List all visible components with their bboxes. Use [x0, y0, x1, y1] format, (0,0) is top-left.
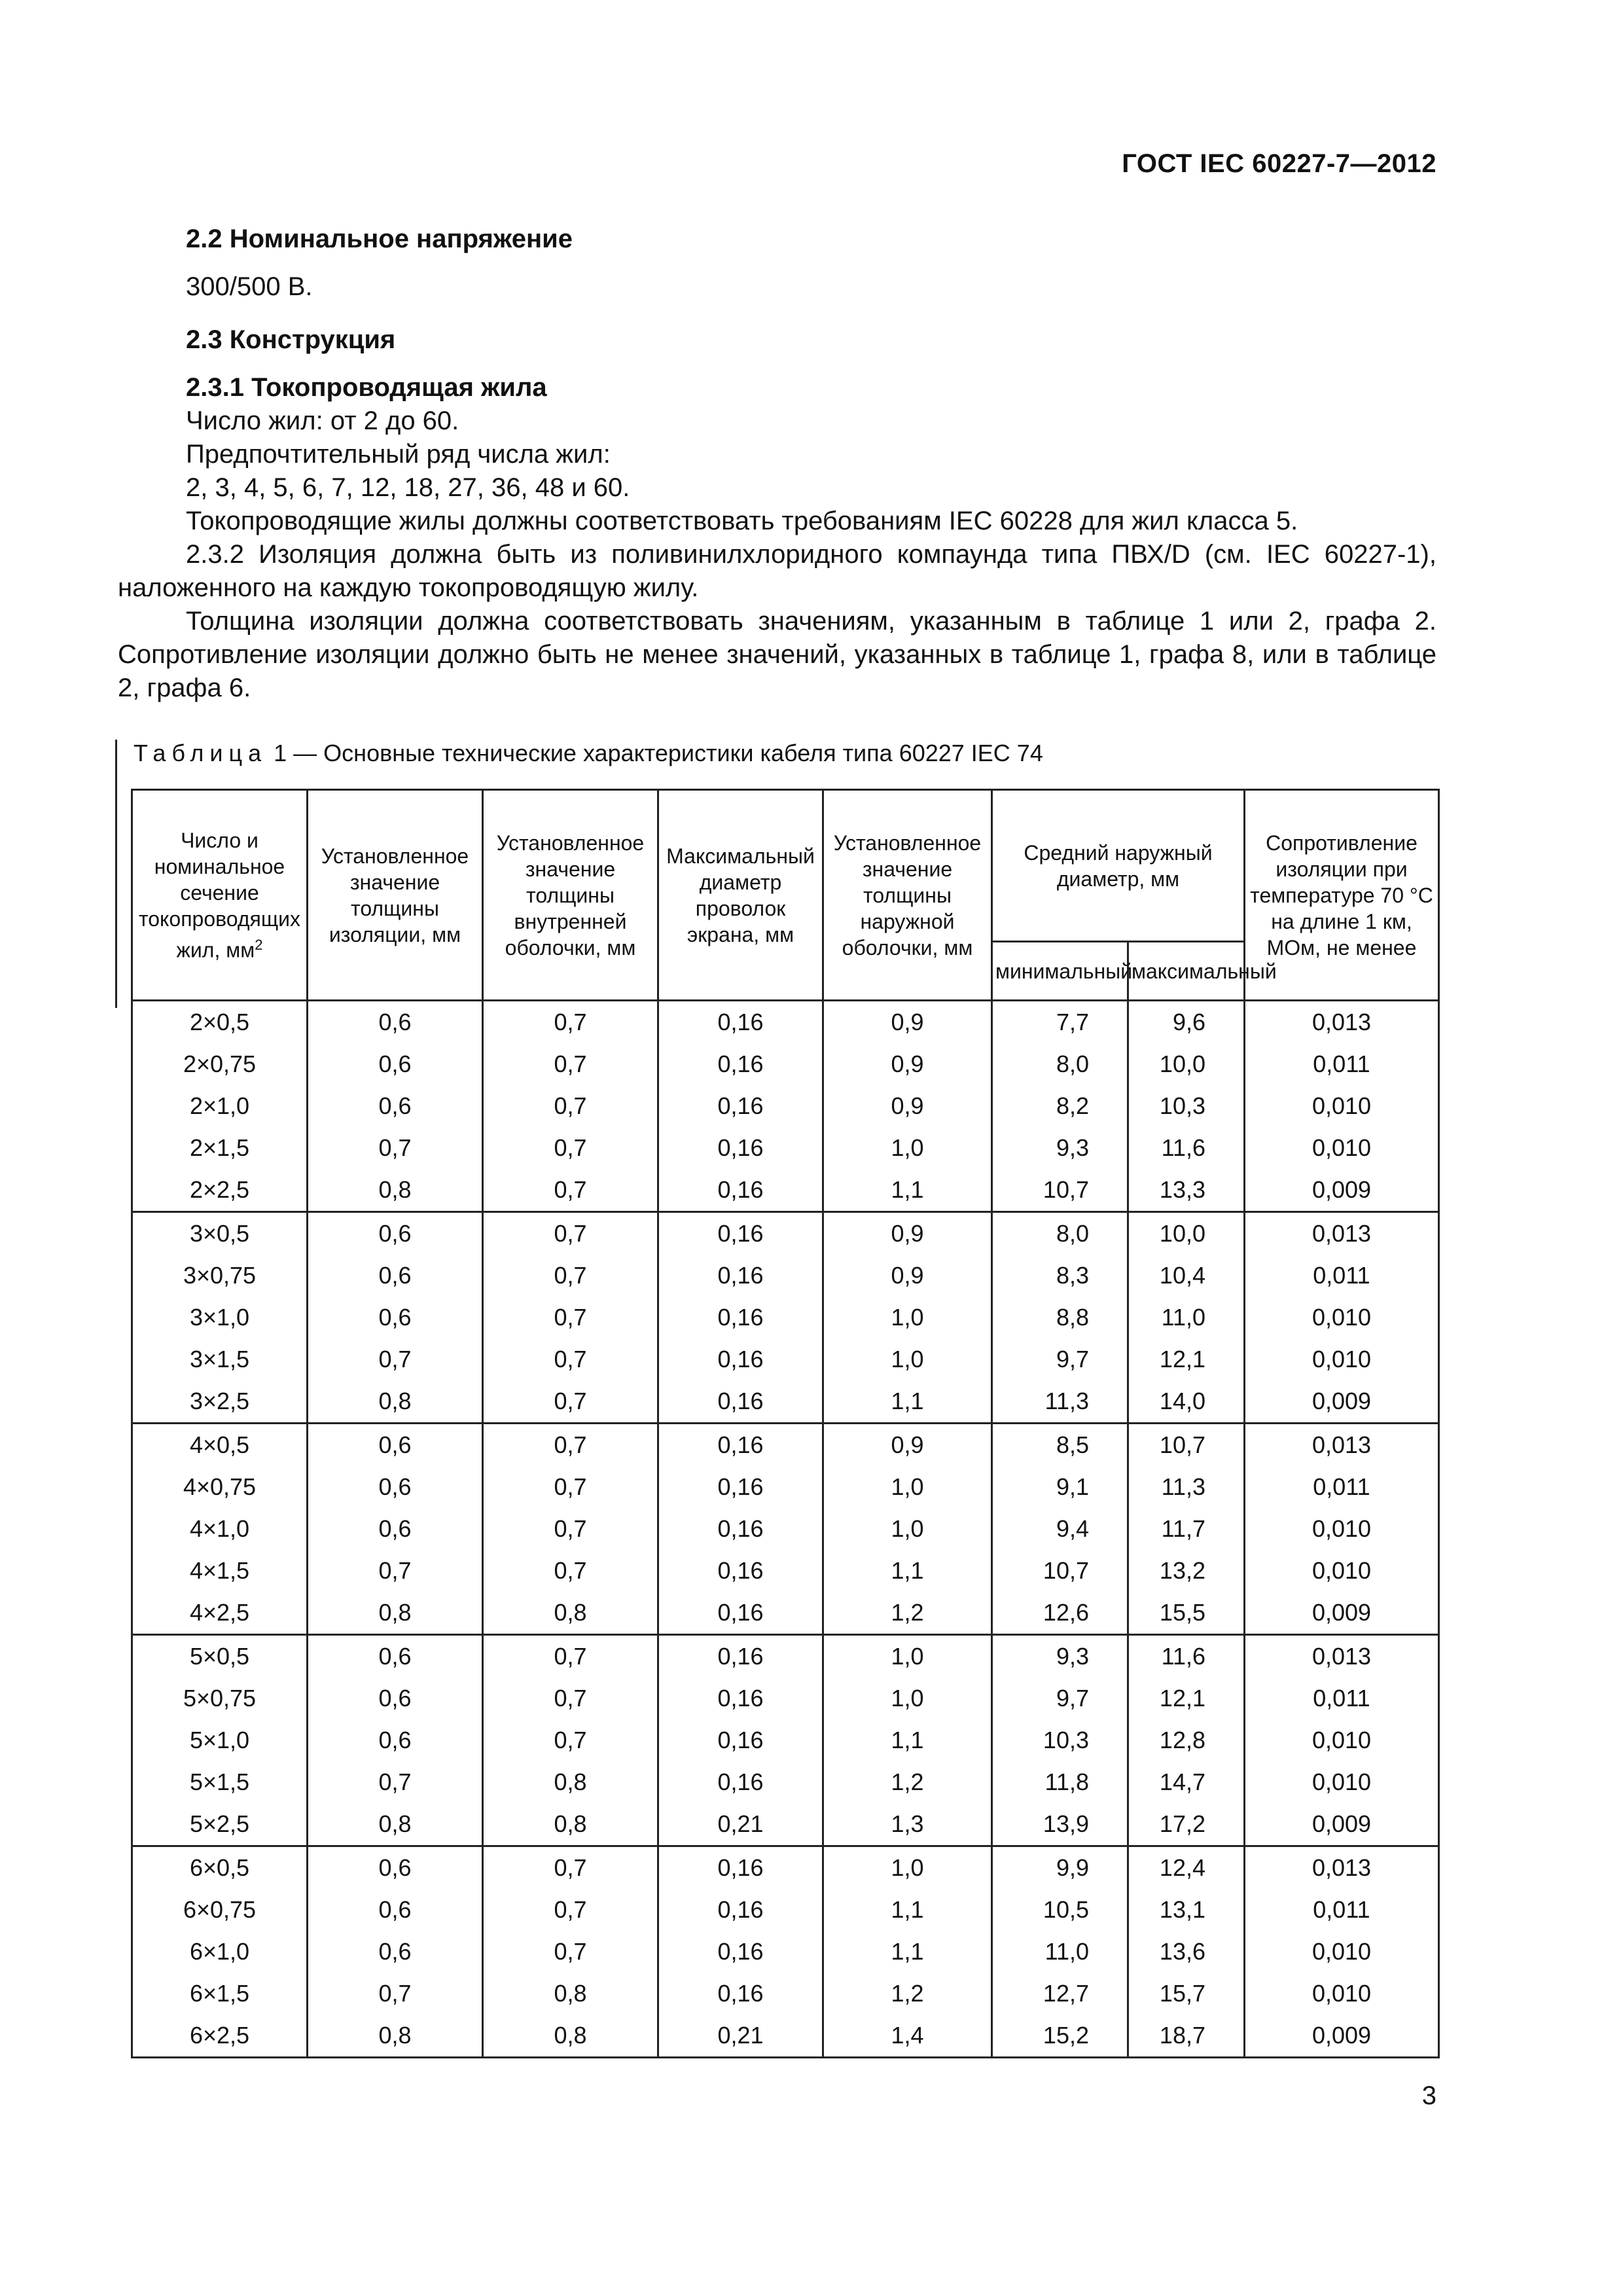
resistance-cell: 0,013 [1245, 1001, 1439, 1044]
outer-sheath-cell: 1,2 [823, 1592, 992, 1635]
table-row [132, 1931, 1439, 1973]
outer-sheath-cell: 1,2 [823, 1973, 992, 2015]
section-2-2-heading: 2.2 Номинальное напряжение [186, 224, 573, 253]
inner-sheath-cell: 0,7 [483, 1846, 658, 1890]
cores-section-cell: 2×0,75 [132, 1043, 308, 1085]
diameter-max-cell: 15,7 [1128, 1973, 1245, 2015]
diameter-min-cell: 9,3 [992, 1635, 1128, 1678]
resistance-cell: 0,010 [1245, 1973, 1439, 2015]
resistance-cell: 0,011 [1245, 1677, 1439, 1719]
header-diameter-max: максимальный [1128, 942, 1245, 1001]
diameter-min-cell: 8,0 [992, 1043, 1128, 1085]
inner-sheath-cell: 0,7 [483, 1085, 658, 1127]
table-caption [134, 740, 1043, 767]
table-row [132, 1169, 1439, 1212]
table-row [132, 1001, 1439, 1044]
cores-section-cell: 2×1,0 [132, 1085, 308, 1127]
cores-section-cell: 6×2,5 [132, 2015, 308, 2058]
header-cores-section: Число и номинальное сечение токопроводящих жил, $мм^2$ [132, 790, 308, 1001]
inner-sheath-cell: 0,8 [483, 1803, 658, 1846]
screen-wire-cell: 0,16 [658, 1931, 823, 1973]
preferred-series-values: 2, 3, 4, 5, 6, 7, 12, 18, 27, 36, 48 и 60. [186, 473, 630, 502]
cores-section-cell: 4×2,5 [132, 1592, 308, 1635]
resistance-cell: 0,011 [1245, 1255, 1439, 1297]
resistance-cell: 0,010 [1245, 1127, 1439, 1169]
insulation-thickness-cell: 0,8 [308, 1592, 483, 1635]
cores-section-cell: 2×2,5 [132, 1169, 308, 1212]
diameter-min-cell: 7,7 [992, 1001, 1128, 1044]
resistance-cell: 0,009 [1245, 1169, 1439, 1212]
inner-sheath-cell: 0,8 [483, 1761, 658, 1803]
table-row [132, 1380, 1439, 1424]
resistance-cell: 0,010 [1245, 1719, 1439, 1761]
diameter-max-cell: 10,0 [1128, 1043, 1245, 1085]
screen-wire-cell: 0,16 [658, 1001, 823, 1044]
insulation-thickness-cell: 0,6 [308, 1677, 483, 1719]
inner-sheath-cell: 0,7 [483, 1635, 658, 1678]
outer-sheath-cell: 0,9 [823, 1212, 992, 1255]
resistance-cell: 0,011 [1245, 1043, 1439, 1085]
diameter-min-cell: 8,2 [992, 1085, 1128, 1127]
table-row [132, 1761, 1439, 1803]
diameter-max-cell: 13,3 [1128, 1169, 1245, 1212]
screen-wire-cell: 0,16 [658, 1338, 823, 1380]
screen-wire-cell: 0,21 [658, 2015, 823, 2058]
cores-section-cell: 6×1,5 [132, 1973, 308, 2015]
change-bar [115, 740, 117, 1008]
outer-sheath-cell: 1,0 [823, 1338, 992, 1380]
table-row [132, 1338, 1439, 1380]
cores-section-cell: 5×0,75 [132, 1677, 308, 1719]
table-row [132, 1635, 1439, 1678]
cores-count-line: Число жил: от 2 до 60. [186, 406, 459, 435]
cores-section-cell: 5×0,5 [132, 1635, 308, 1678]
screen-wire-cell: 0,16 [658, 1592, 823, 1635]
diameter-min-cell: 13,9 [992, 1803, 1128, 1846]
header-insulation-resistance: Сопротивление изоляции при температуре 70 °С на длине 1 км, МОм, не менее [1245, 790, 1439, 1001]
cores-section-cell: 3×0,75 [132, 1255, 308, 1297]
insulation-thickness-cell: 0,6 [308, 1889, 483, 1931]
section-2-3-1-heading: 2.3.1 Токопроводящая жила [186, 373, 547, 402]
resistance-cell: 0,013 [1245, 1424, 1439, 1467]
insulation-thickness-cell: 0,6 [308, 1085, 483, 1127]
cores-section-cell: 4×0,5 [132, 1424, 308, 1467]
screen-wire-cell: 0,16 [658, 1973, 823, 2015]
inner-sheath-cell: 0,7 [483, 1466, 658, 1508]
resistance-cell: 0,009 [1245, 1803, 1439, 1846]
inner-sheath-cell: 0,7 [483, 1169, 658, 1212]
table-row [132, 1466, 1439, 1508]
cores-section-cell: 3×1,5 [132, 1338, 308, 1380]
table-row [132, 1085, 1439, 1127]
cores-section-cell: 6×0,5 [132, 1846, 308, 1890]
cores-section-cell: 6×1,0 [132, 1931, 308, 1973]
diameter-max-cell: 11,3 [1128, 1466, 1245, 1508]
insulation-thickness-cell: 0,8 [308, 1380, 483, 1424]
outer-sheath-cell: 1,0 [823, 1127, 992, 1169]
header-outer-sheath-thickness: Установленное значение толщины наружной оболочки, мм [823, 790, 992, 1001]
table-row [132, 1127, 1439, 1169]
screen-wire-cell: 0,16 [658, 1297, 823, 1338]
outer-sheath-cell: 1,0 [823, 1677, 992, 1719]
screen-wire-cell: 0,16 [658, 1043, 823, 1085]
preferred-series-label: Предпочтительный ряд числа жил: [186, 440, 611, 469]
outer-sheath-cell: 0,9 [823, 1424, 992, 1467]
insulation-thickness-cell: 0,6 [308, 1466, 483, 1508]
table-row [132, 1846, 1439, 1890]
screen-wire-cell: 0,16 [658, 1127, 823, 1169]
inner-sheath-cell: 0,7 [483, 1550, 658, 1592]
diameter-max-cell: 12,8 [1128, 1719, 1245, 1761]
resistance-cell: 0,013 [1245, 1212, 1439, 1255]
diameter-max-cell: 10,0 [1128, 1212, 1245, 1255]
cable-spec-table [131, 789, 1440, 2058]
diameter-max-cell: 10,3 [1128, 1085, 1245, 1127]
diameter-min-cell: 10,7 [992, 1169, 1128, 1212]
diameter-min-cell: 8,8 [992, 1297, 1128, 1338]
rated-voltage-text: 300/500 В. [186, 272, 313, 301]
diameter-min-cell: 9,9 [992, 1846, 1128, 1890]
diameter-min-cell: 9,7 [992, 1338, 1128, 1380]
header-inner-sheath-thickness: Установленное значение толщины внутренней оболочки, мм [483, 790, 658, 1001]
header-screen-wire-diameter: Максимальный диаметр проволок экрана, мм [658, 790, 823, 1001]
outer-sheath-cell: 0,9 [823, 1255, 992, 1297]
cores-section-cell: 5×1,5 [132, 1761, 308, 1803]
table-caption-word: Таблица [134, 740, 268, 766]
diameter-max-cell: 12,4 [1128, 1846, 1245, 1890]
screen-wire-cell: 0,16 [658, 1635, 823, 1678]
table-row [132, 2015, 1439, 2058]
inner-sheath-cell: 0,7 [483, 1931, 658, 1973]
table-row [132, 1508, 1439, 1550]
outer-sheath-cell: 1,1 [823, 1889, 992, 1931]
inner-sheath-cell: 0,8 [483, 1592, 658, 1635]
resistance-cell: 0,010 [1245, 1085, 1439, 1127]
inner-sheath-cell: 0,8 [483, 2015, 658, 2058]
diameter-max-cell: 11,0 [1128, 1297, 1245, 1338]
insulation-thickness-cell: 0,6 [308, 1255, 483, 1297]
inner-sheath-cell: 0,7 [483, 1255, 658, 1297]
inner-sheath-cell: 0,7 [483, 1380, 658, 1424]
cores-section-cell: 4×1,0 [132, 1508, 308, 1550]
screen-wire-cell: 0,16 [658, 1085, 823, 1127]
conductors-requirement: Токопроводящие жилы должны соответствовать требованиям IEC 60228 для жил класса 5. [186, 507, 1298, 535]
insulation-thickness-cell: 0,6 [308, 1635, 483, 1678]
outer-sheath-cell: 1,4 [823, 2015, 992, 2058]
insulation-thickness-cell: 0,6 [308, 1424, 483, 1467]
table-row [132, 1297, 1439, 1338]
diameter-min-cell: 15,2 [992, 2015, 1128, 2058]
resistance-cell: 0,011 [1245, 1466, 1439, 1508]
screen-wire-cell: 0,16 [658, 1550, 823, 1592]
diameter-max-cell: 10,7 [1128, 1424, 1245, 1467]
diameter-min-cell: 11,8 [992, 1761, 1128, 1803]
diameter-max-cell: 13,6 [1128, 1931, 1245, 1973]
cores-section-cell: 4×1,5 [132, 1550, 308, 1592]
table-row [132, 1550, 1439, 1592]
insulation-thickness-cell: 0,6 [308, 1719, 483, 1761]
screen-wire-cell: 0,16 [658, 1466, 823, 1508]
diameter-min-cell: 12,7 [992, 1973, 1128, 2015]
outer-sheath-cell: 1,1 [823, 1719, 992, 1761]
document-body [118, 223, 1436, 705]
table-row [132, 1973, 1439, 2015]
cores-section-cell: 3×1,0 [132, 1297, 308, 1338]
diameter-min-cell: 11,3 [992, 1380, 1128, 1424]
screen-wire-cell: 0,16 [658, 1212, 823, 1255]
insulation-thickness-cell: 0,8 [308, 2015, 483, 2058]
diameter-max-cell: 14,7 [1128, 1761, 1245, 1803]
insulation-thickness-cell: 0,6 [308, 1846, 483, 1890]
table-row [132, 1889, 1439, 1931]
insulation-thickness-cell: 0,7 [308, 1338, 483, 1380]
insulation-thickness-cell: 0,7 [308, 1550, 483, 1592]
inner-sheath-cell: 0,7 [483, 1043, 658, 1085]
screen-wire-cell: 0,16 [658, 1719, 823, 1761]
inner-sheath-cell: 0,7 [483, 1127, 658, 1169]
diameter-min-cell: 8,5 [992, 1424, 1128, 1467]
diameter-min-cell: 9,4 [992, 1508, 1128, 1550]
section-2-3-heading: 2.3 Конструкция [186, 325, 396, 354]
diameter-min-cell: 9,1 [992, 1466, 1128, 1508]
outer-sheath-cell: 1,1 [823, 1550, 992, 1592]
inner-sheath-cell: 0,8 [483, 1973, 658, 2015]
diameter-max-cell: 14,0 [1128, 1380, 1245, 1424]
resistance-cell: 0,013 [1245, 1635, 1439, 1678]
insulation-thickness-cell: 0,7 [308, 1761, 483, 1803]
inner-sheath-cell: 0,7 [483, 1212, 658, 1255]
inner-sheath-cell: 0,7 [483, 1677, 658, 1719]
cores-section-cell: 3×0,5 [132, 1212, 308, 1255]
diameter-min-cell: 10,5 [992, 1889, 1128, 1931]
screen-wire-cell: 0,16 [658, 1677, 823, 1719]
outer-sheath-cell: 1,0 [823, 1297, 992, 1338]
diameter-min-cell: 8,3 [992, 1255, 1128, 1297]
diameter-min-cell: 10,7 [992, 1550, 1128, 1592]
screen-wire-cell: 0,16 [658, 1508, 823, 1550]
outer-sheath-cell: 0,9 [823, 1043, 992, 1085]
diameter-max-cell: 13,2 [1128, 1550, 1245, 1592]
diameter-min-cell: 9,7 [992, 1677, 1128, 1719]
insulation-thickness-cell: 0,7 [308, 1973, 483, 2015]
resistance-cell: 0,010 [1245, 1550, 1439, 1592]
cores-section-cell: 4×0,75 [132, 1466, 308, 1508]
inner-sheath-cell: 0,7 [483, 1424, 658, 1467]
screen-wire-cell: 0,16 [658, 1761, 823, 1803]
outer-sheath-cell: 1,2 [823, 1761, 992, 1803]
diameter-max-cell: 15,5 [1128, 1592, 1245, 1635]
table-row [132, 1719, 1439, 1761]
resistance-cell: 0,010 [1245, 1761, 1439, 1803]
insulation-thickness-cell: 0,7 [308, 1127, 483, 1169]
diameter-max-cell: 13,1 [1128, 1889, 1245, 1931]
resistance-cell: 0,009 [1245, 1380, 1439, 1424]
screen-wire-cell: 0,16 [658, 1255, 823, 1297]
resistance-cell: 0,013 [1245, 1846, 1439, 1890]
outer-sheath-cell: 1,1 [823, 1380, 992, 1424]
table-body [132, 1001, 1439, 2058]
table-row [132, 1592, 1439, 1635]
diameter-max-cell: 17,2 [1128, 1803, 1245, 1846]
inner-sheath-cell: 0,7 [483, 1297, 658, 1338]
outer-sheath-cell: 1,0 [823, 1466, 992, 1508]
resistance-cell: 0,011 [1245, 1889, 1439, 1931]
cores-section-cell: 5×2,5 [132, 1803, 308, 1846]
cores-section-cell: 3×2,5 [132, 1380, 308, 1424]
header-diameter-min: минимальный [992, 942, 1128, 1001]
diameter-min-cell: 9,3 [992, 1127, 1128, 1169]
diameter-max-cell: 10,4 [1128, 1255, 1245, 1297]
resistance-cell: 0,009 [1245, 1592, 1439, 1635]
diameter-max-cell: 11,6 [1128, 1127, 1245, 1169]
outer-sheath-cell: 0,9 [823, 1085, 992, 1127]
screen-wire-cell: 0,16 [658, 1846, 823, 1890]
table-row [132, 1212, 1439, 1255]
document-code: ГОСТ IEC 60227-7—2012 [1122, 149, 1436, 178]
inner-sheath-cell: 0,7 [483, 1719, 658, 1761]
resistance-cell: 0,010 [1245, 1338, 1439, 1380]
insulation-paragraph: 2.3.2 Изоляция должна быть из поливинилхлоридного компаунда типа ПВХ/D (см. IEC 60227-1), наложенного на каждую токопроводящую жилу. [118, 540, 1436, 602]
diameter-min-cell: 10,3 [992, 1719, 1128, 1761]
outer-sheath-cell: 1,0 [823, 1635, 992, 1678]
resistance-cell: 0,010 [1245, 1297, 1439, 1338]
insulation-thickness-cell: 0,8 [308, 1803, 483, 1846]
table-row [132, 1424, 1439, 1467]
inner-sheath-cell: 0,7 [483, 1001, 658, 1044]
outer-sheath-cell: 0,9 [823, 1001, 992, 1044]
diameter-max-cell: 9,6 [1128, 1001, 1245, 1044]
resistance-cell: 0,010 [1245, 1931, 1439, 1973]
diameter-max-cell: 11,6 [1128, 1635, 1245, 1678]
insulation-thickness-cell: 0,8 [308, 1169, 483, 1212]
outer-sheath-cell: 1,3 [823, 1803, 992, 1846]
cores-section-cell: 2×1,5 [132, 1127, 308, 1169]
screen-wire-cell: 0,16 [658, 1889, 823, 1931]
cores-section-cell: 6×0,75 [132, 1889, 308, 1931]
inner-sheath-cell: 0,7 [483, 1889, 658, 1931]
diameter-min-cell: 11,0 [992, 1931, 1128, 1973]
diameter-min-cell: 12,6 [992, 1592, 1128, 1635]
table-row [132, 1803, 1439, 1846]
insulation-thickness-cell: 0,6 [308, 1508, 483, 1550]
screen-wire-cell: 0,16 [658, 1169, 823, 1212]
table-row [132, 1043, 1439, 1085]
table-row [132, 1677, 1439, 1719]
diameter-max-cell: 12,1 [1128, 1677, 1245, 1719]
diameter-max-cell: 11,7 [1128, 1508, 1245, 1550]
thickness-paragraph: Толщина изоляции должна соответствовать значениям, указанным в таблице 1 или 2, графа 2. Сопротивление изоляции должно быть не менее значений, указанных в таблице 1, графа 8, или в таблице 2, графа 6. [118, 607, 1436, 702]
outer-sheath-cell: 1,0 [823, 1846, 992, 1890]
table-caption-text: 1 — Основные технические характеристики кабеля типа 60227 IEC 74 [267, 740, 1043, 766]
screen-wire-cell: 0,16 [658, 1424, 823, 1467]
insulation-thickness-cell: 0,6 [308, 1043, 483, 1085]
inner-sheath-cell: 0,7 [483, 1338, 658, 1380]
insulation-thickness-cell: 0,6 [308, 1931, 483, 1973]
screen-wire-cell: 0,21 [658, 1803, 823, 1846]
page-number: 3 [1421, 2081, 1436, 2110]
header-insulation-thickness: Установленное значение толщины изоляции, мм [308, 790, 483, 1001]
insulation-thickness-cell: 0,6 [308, 1297, 483, 1338]
insulation-thickness-cell: 0,6 [308, 1001, 483, 1044]
header-mean-outer-diameter: Средний наружный диаметр, мм [992, 790, 1245, 942]
resistance-cell: 0,009 [1245, 2015, 1439, 2058]
diameter-max-cell: 18,7 [1128, 2015, 1245, 2058]
diameter-max-cell: 12,1 [1128, 1338, 1245, 1380]
insulation-thickness-cell: 0,6 [308, 1212, 483, 1255]
screen-wire-cell: 0,16 [658, 1380, 823, 1424]
resistance-cell: 0,010 [1245, 1508, 1439, 1550]
diameter-min-cell: 8,0 [992, 1212, 1128, 1255]
cores-section-cell: 2×0,5 [132, 1001, 308, 1044]
outer-sheath-cell: 1,1 [823, 1931, 992, 1973]
outer-sheath-cell: 1,1 [823, 1169, 992, 1212]
table-row [132, 1255, 1439, 1297]
cores-section-cell: 5×1,0 [132, 1719, 308, 1761]
outer-sheath-cell: 1,0 [823, 1508, 992, 1550]
inner-sheath-cell: 0,7 [483, 1508, 658, 1550]
